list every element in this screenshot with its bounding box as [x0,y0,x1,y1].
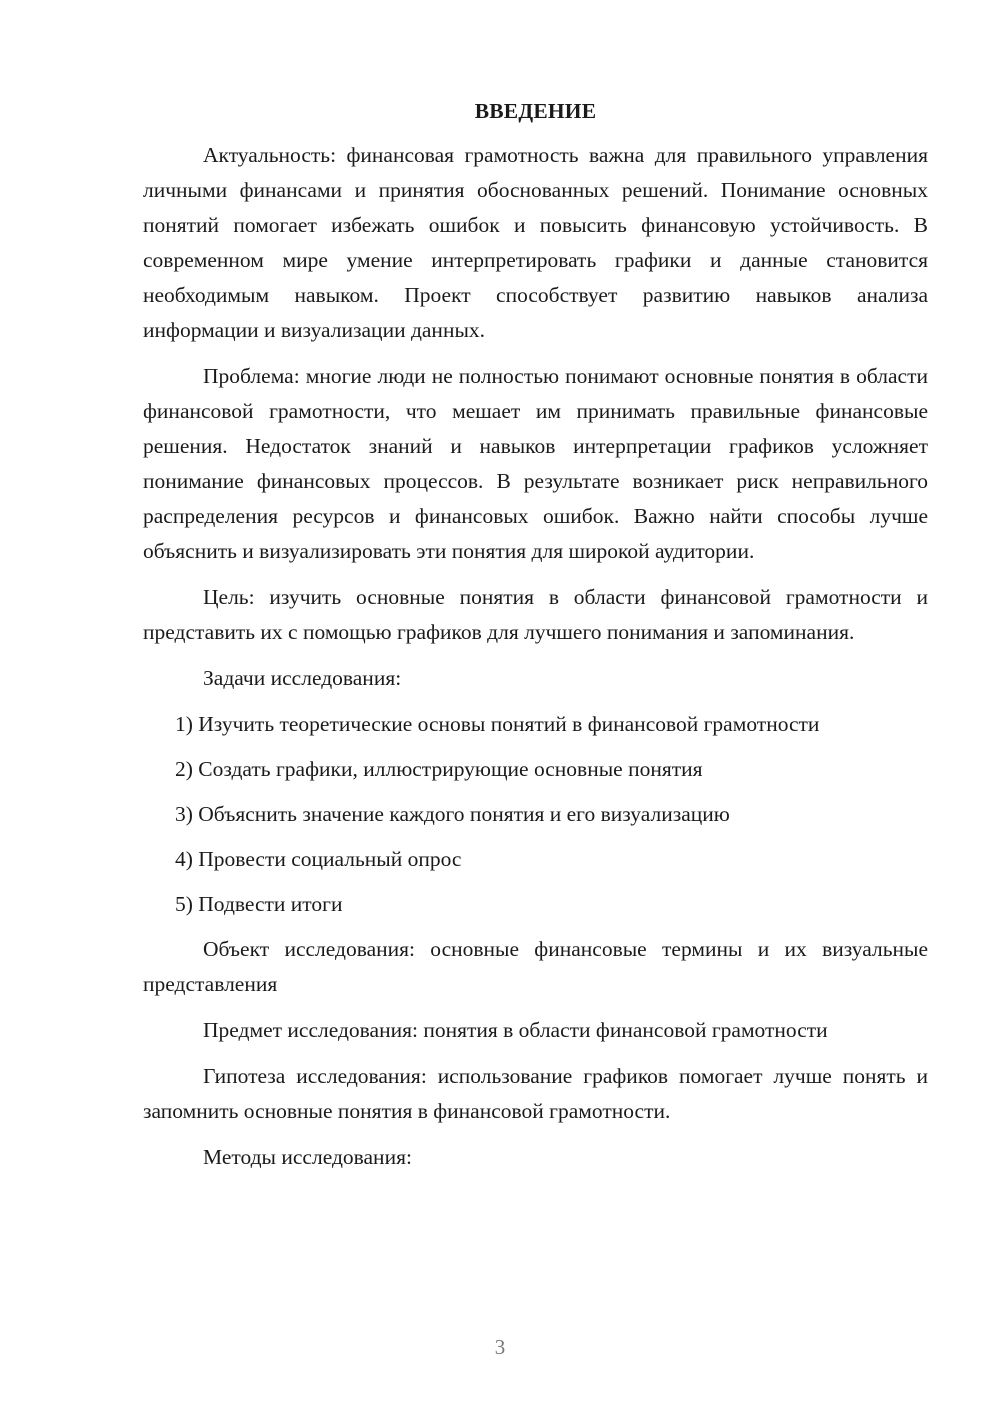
page-number: 3 [494,1335,506,1359]
list-item: 3) Объяснить значение каждого понятия и его визуализацию [175,802,730,826]
paragraph-subject: Предмет исследования: понятия в области финансовой грамотности [203,1018,828,1042]
list-item: 2) Создать графики, иллюстрирующие основные понятия [175,757,703,781]
paragraph-problem: Проблема: многие люди не полностью понимают основные понятия в области финансовой грамотности, что мешает им принимать правильные финансовые решения. Недостаток знаний и навыков интерпретации графиков усложняет понимание финансовых процессов. В результате возникает риск неправильного распределения ресурсов и финансовых ошибок. Важно найти способы лучше объяснить и визуализировать эти понятия для широкой аудитории. [143,364,928,563]
paragraph-tasks-heading: Задачи исследования: [203,666,402,690]
list-item: 5) Подвести итоги [175,892,343,916]
list-item: 1) Изучить теоретические основы понятий в финансовой грамотности [175,712,820,736]
paragraph-methods-heading: Методы исследования: [203,1145,412,1169]
page-content [143,96,928,1186]
paragraph-object: Объект исследования: основные финансовые термины и их визуальные представления [143,937,928,996]
paragraph-hypothesis: Гипотеза исследования: использование графиков помогает лучше понять и запомнить основные понятия в финансовой грамотности. [143,1064,928,1123]
page-title: ВВЕДЕНИЕ [474,99,597,123]
paragraph-goal: Цель: изучить основные понятия в области финансовой грамотности и представить их с помощью графиков для лучшего понимания и запоминания. [143,585,928,644]
paragraph-relevance: Актуальность: финансовая грамотность важна для правильного управления личными финансами и принятия обоснованных решений. Понимание основных понятий помогает избежать ошибок и повысить финансовую устойчивость. В современном мире умение интерпретировать графики и данные становится необходимым навыком. Проект способствует развитию навыков анализа информации и визуализации данных. [143,143,928,342]
tasks-list [143,707,928,922]
list-item: 4) Провести социальный опрос [175,847,462,871]
